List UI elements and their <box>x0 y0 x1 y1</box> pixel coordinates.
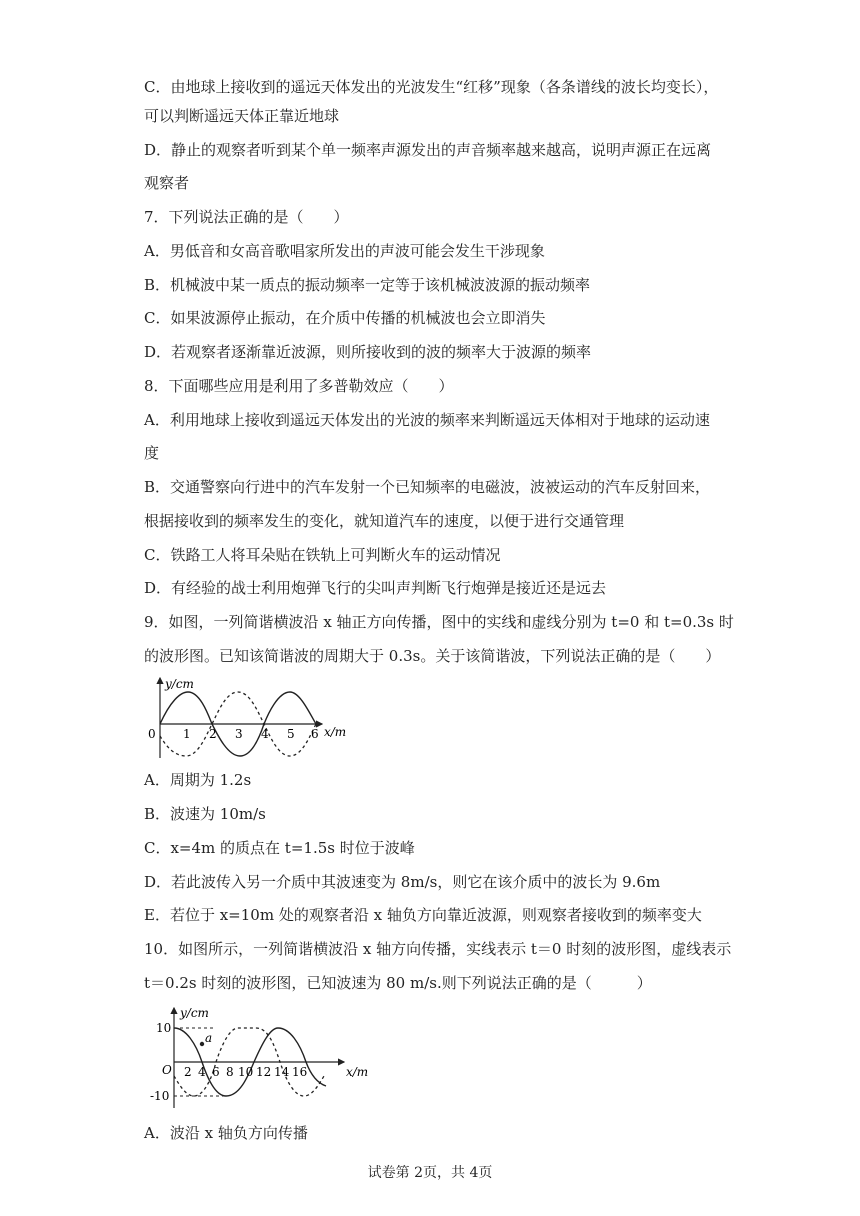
question-7-stem: 7．下列说法正确的是（ ） <box>144 208 349 226</box>
tick-label: 4 <box>261 727 269 741</box>
text-line: t＝0.2s 时刻的波形图，已知波速为 80 m/s.则下列说法正确的是（ ） <box>144 974 652 992</box>
option-a: A．男低音和女高音歌唱家所发出的声波可能会发生干涉现象 <box>144 242 545 260</box>
text-line: 可以判断遥远天体正靠近地球 <box>144 107 340 125</box>
page-footer: 试卷第 2页，共 4页 <box>367 1165 493 1181</box>
tick-label: 3 <box>235 727 243 741</box>
tick-label: 6 <box>311 727 319 741</box>
option-b: B．机械波中某一质点的振动频率一定等于该机械波波源的振动频率 <box>144 276 591 294</box>
question-10-stem: 10．如图所示，一列简谐横波沿 x 轴方向传播，实线表示 t＝0 时刻的波形图，虚线表示 <box>144 940 732 958</box>
x-axis-label: x/m <box>346 1065 369 1079</box>
option-d: D．若此波传入另一介质中其波速变为 8m/s，则它在该介质中的波长为 9.6m <box>144 873 661 891</box>
origin-label: O <box>162 1063 172 1077</box>
option-c: C．铁路工人将耳朵贴在铁轨上可判断火车的运动情况 <box>144 546 501 564</box>
x-axis-label: x/m <box>324 725 347 739</box>
wave-graph-q9 <box>148 674 360 760</box>
text-line: C．由地球上接收到的遥远天体发出的光波发生“红移”现象（各条谱线的波长均变长）， <box>144 78 719 96</box>
text-line: 的波形图。已知该简谐波的周期大于 0.3s。关于该简谐波，下列说法正确的是（ ） <box>144 647 721 665</box>
origin-label: 0 <box>148 727 156 741</box>
option-a: A．波沿 x 轴负方向传播 <box>144 1124 308 1142</box>
text-line: 观察者 <box>144 174 190 192</box>
option-b: B．波速为 10m/s <box>144 805 266 823</box>
tick-label: 1 <box>183 727 191 741</box>
tick-label: 14 <box>274 1065 290 1079</box>
option-a: A．周期为 1.2s <box>144 771 252 789</box>
option-d: D．若观察者逐渐靠近波源，则所接收到的波的频率大于波源的频率 <box>144 343 592 361</box>
option-a: A．利用地球上接收到遥远天体发出的光波的频率来判断遥远天体相对于地球的运动速 <box>144 411 710 429</box>
tick-label: 12 <box>256 1065 272 1079</box>
option-c: C．x=4m 的质点在 t=1.5s 时位于波峰 <box>144 839 415 857</box>
tick-label: 2 <box>184 1065 192 1079</box>
y-max-label: 10 <box>156 1021 172 1035</box>
tick-label: 5 <box>287 727 295 741</box>
option-e: E．若位于 x=10m 处的观察者沿 x 轴负方向靠近波源，则观察者接收到的频率变大 <box>144 906 702 924</box>
text-line: 根据接收到的频率发生的变化，就知道汽车的速度，以便于进行交通管理 <box>144 512 625 530</box>
tick-label: 2 <box>209 727 217 741</box>
question-9-stem: 9．如图，一列简谐横波沿 x 轴正方向传播，图中的实线和虚线分别为 t=0 和 t=0.3s 时 <box>144 613 734 631</box>
y-axis-label: y/cm <box>165 677 194 691</box>
text-line: D．静止的观察者听到某个单一频率声源发出的声音频率越来越高，说明声源正在远离 <box>144 141 712 159</box>
tick-label: 4 <box>198 1065 206 1079</box>
option-b: B．交通警察向行进中的汽车发射一个已知频率的电磁波，波被运动的汽车反射回来， <box>144 478 711 496</box>
point-a-label: a <box>205 1031 213 1045</box>
tick-label: 16 <box>292 1065 308 1079</box>
tick-label: 8 <box>226 1065 234 1079</box>
point-a <box>200 1042 204 1046</box>
tick-label: 6 <box>212 1065 220 1079</box>
text-line: 度 <box>144 444 160 462</box>
wave-graph-q10 <box>144 1004 376 1116</box>
y-min-label: -10 <box>150 1089 170 1103</box>
y-axis-label: y/cm <box>180 1006 209 1020</box>
option-d: D．有经验的战士利用炮弹飞行的尖叫声判断飞行炮弹是接近还是远去 <box>144 579 607 597</box>
tick-label: 10 <box>238 1065 254 1079</box>
option-c: C．如果波源停止振动，在介质中传播的机械波也会立即消失 <box>144 309 546 327</box>
question-8-stem: 8．下面哪些应用是利用了多普勒效应（ ） <box>144 377 454 395</box>
